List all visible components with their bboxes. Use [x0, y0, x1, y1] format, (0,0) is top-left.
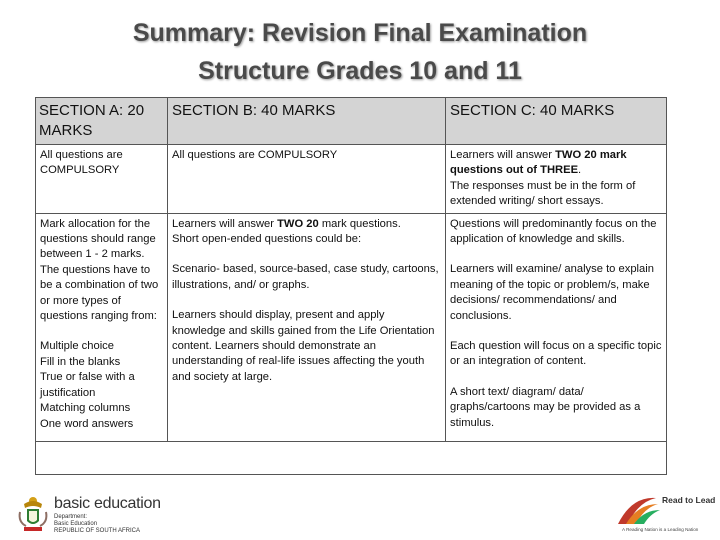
header-section-a: SECTION A: 20 MARKS	[36, 98, 168, 145]
header-section-c: SECTION C: 40 MARKS	[446, 98, 667, 145]
paragraph-gap	[172, 247, 441, 262]
basic-education-logo	[12, 492, 192, 536]
cell-paragraph: Learners will examine/ analyse to explain meaning of the topic or problem/s, make decisions/ recommendations/ and conclusions.	[450, 263, 654, 322]
cell-paragraph: Mark allocation for the questions should range between 1 - 2 marks. The questions have to be a combination of two or more types of questions ranging from:	[40, 217, 159, 323]
cell-text: All questions are COMPULSORY	[40, 149, 123, 177]
cell-text	[172, 148, 441, 163]
header-section-b: SECTION B: 40 MARKS	[168, 98, 446, 145]
cell-b-details	[168, 213, 446, 441]
paragraph-gap	[40, 324, 163, 339]
cell-text-emphasis: TWO 20	[277, 217, 319, 230]
cell-paragraph: Questions will predominantly focus on the application of knowledge and skills.	[450, 217, 657, 246]
dept-sub: Department: Basic Education REPUBLIC OF SOUTH AFRICA	[54, 514, 141, 534]
cell-text-emphasis: TWO 20 mark questions out of THREE	[450, 149, 627, 177]
paragraph-gap	[450, 324, 662, 339]
table-row	[36, 145, 667, 214]
cell-text-plain: . The responses must be in the form of extended writing/ short essays.	[450, 164, 636, 208]
cell-c-answer-rule	[446, 145, 667, 214]
paragraph-gap	[450, 247, 662, 262]
coat-of-arms-icon	[14, 494, 52, 534]
read-to-lead-name: Read to Lead	[662, 495, 716, 505]
cell-b-compulsory	[168, 145, 446, 214]
read-to-lead-logo	[612, 490, 716, 538]
cell-text	[450, 148, 662, 210]
read-to-lead-tagline: A Reading Nation is a Leading Nation	[622, 527, 699, 532]
cell-paragraph: Each question will focus on a specific topic or an integration of content.	[450, 340, 662, 368]
question-types-list: Multiple choice Fill in the blanks True or false with a justification Matching columns One word answers	[40, 340, 135, 430]
dept-name: basic education	[54, 495, 161, 512]
cell-paragraph	[172, 217, 441, 248]
cell-text-plain: mark questions. Short open-ended questions could be:	[172, 217, 401, 246]
title-line-1: Summary: Revision Final Examination	[132, 19, 588, 47]
cell-text-plain: All questions are	[172, 149, 258, 161]
table-row-empty	[36, 441, 667, 474]
cell-a-details	[36, 213, 168, 441]
title-line-2: Structure Grades 10 and 11	[198, 57, 522, 85]
cell-c-details	[446, 213, 667, 441]
cell-text-plain: Learners will answer	[172, 217, 278, 230]
cell-paragraph: Scenario- based, source-based, case study, cartoons, illustrations, and/ or graphs.	[172, 263, 439, 291]
empty-cell	[36, 441, 667, 474]
table-header-row	[36, 98, 667, 145]
paragraph-gap	[450, 370, 662, 385]
cell-paragraph: Learners should display, present and apply knowledge and skills gained from the Life Orientation content. Learners should demonstrate an understanding of real-life issues affecting the youth and society at large.	[172, 309, 435, 383]
paragraph-gap	[172, 293, 441, 308]
cell-paragraph: A short text/ diagram/ data/ graphs/cartoons may be provided as a stimulus.	[450, 385, 641, 429]
cell-text-emphasis: COMPULSORY	[257, 149, 338, 161]
cell-text-plain: Learners will answer	[450, 149, 556, 161]
summary-table	[35, 97, 667, 475]
table-row	[36, 213, 667, 441]
cell-a-compulsory	[36, 145, 168, 214]
slide-title	[0, 14, 720, 90]
